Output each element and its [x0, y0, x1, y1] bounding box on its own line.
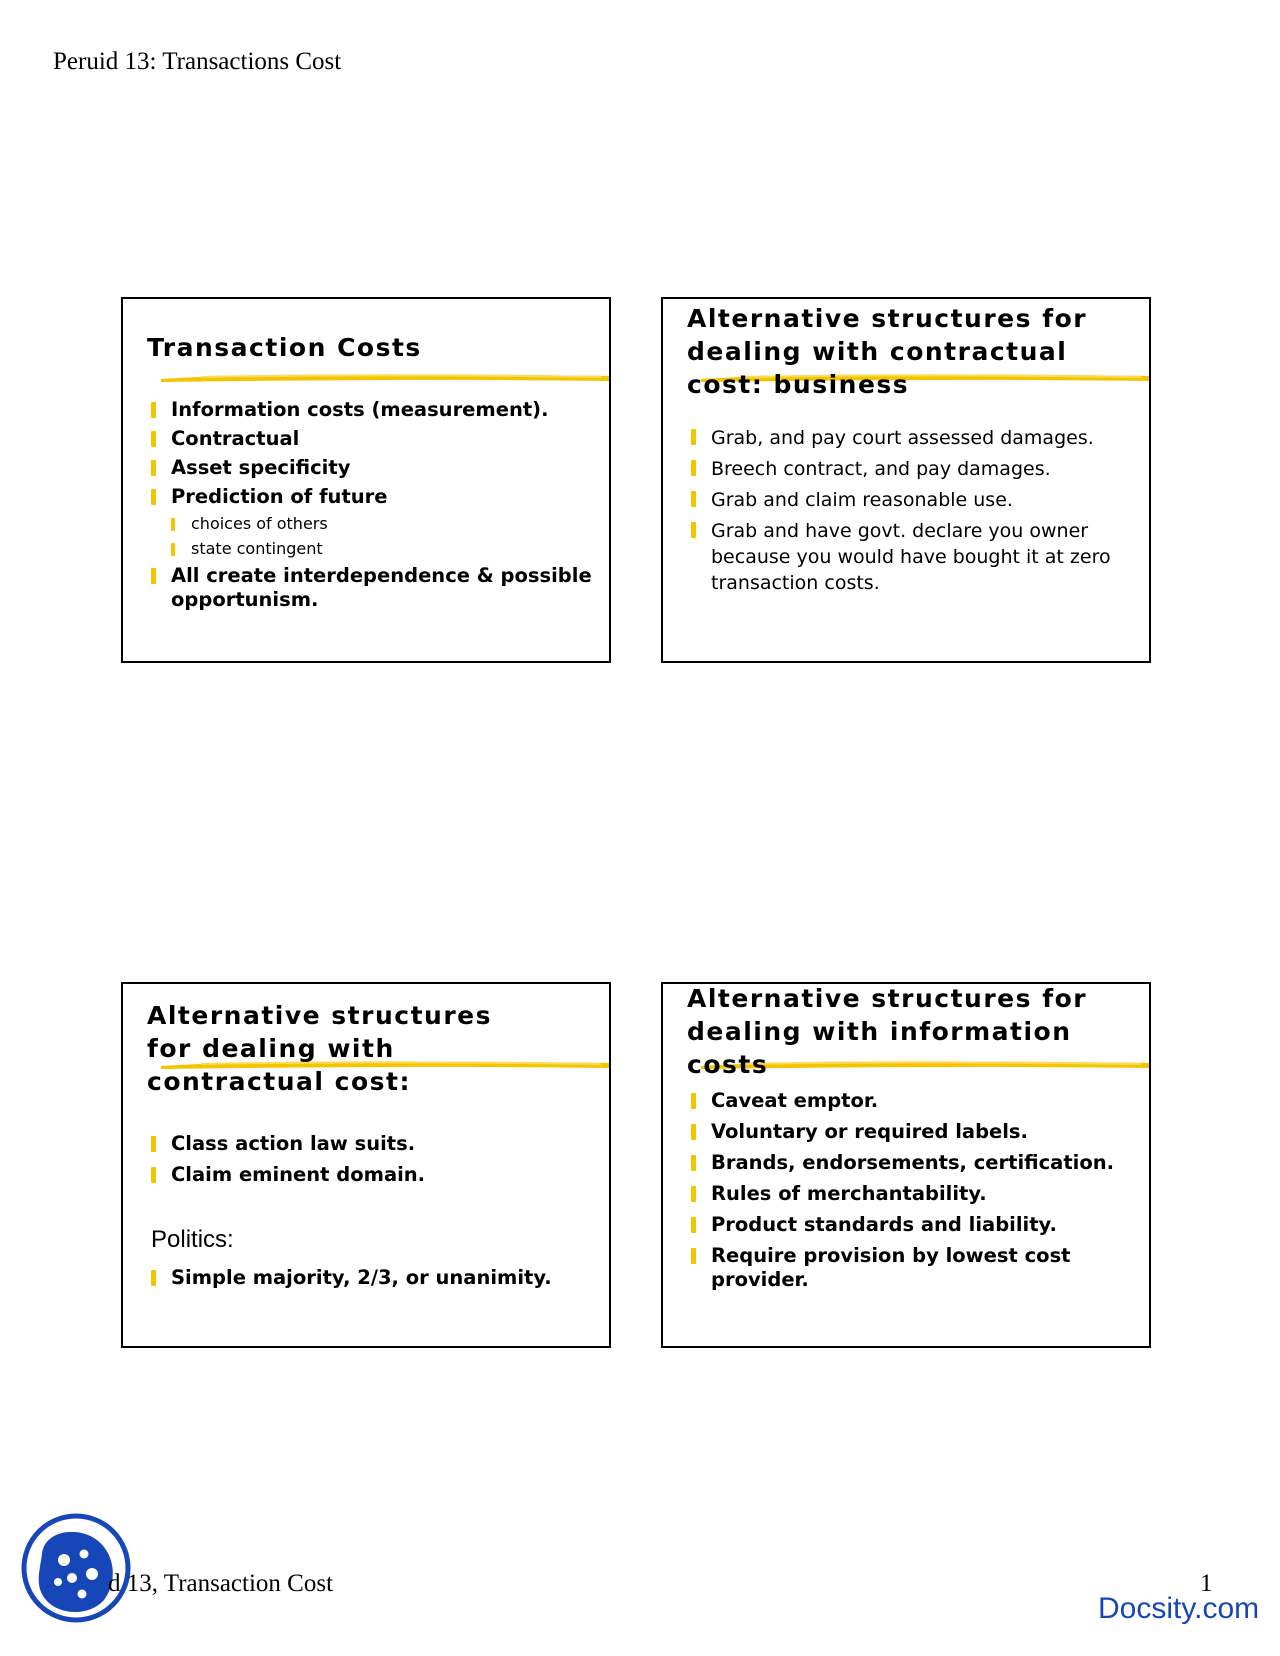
sub-list-item: state contingent	[171, 539, 599, 559]
bullet-marker	[691, 491, 696, 507]
bullet-marker	[151, 431, 156, 447]
bullet-marker	[171, 543, 175, 556]
page-header-title: Peruid 13: Transactions Cost	[53, 48, 342, 75]
bullet-marker	[691, 1155, 696, 1171]
list-item: Require provision by lowest cost provider.	[691, 1244, 1139, 1292]
bullet-marker	[691, 1217, 696, 1233]
list-item: Asset specificity	[151, 456, 599, 480]
bullet-list	[691, 425, 1139, 601]
bullet-marker	[151, 402, 156, 418]
bullet-marker	[151, 1270, 156, 1286]
list-item: Rules of merchantability.	[691, 1182, 1139, 1206]
footer-caption: d 13, Transaction Cost	[108, 1570, 334, 1597]
slide-4	[661, 982, 1151, 1348]
list-item: Voluntary or required labels.	[691, 1120, 1139, 1144]
list-item: Contractual	[151, 427, 599, 451]
list-item: Caveat emptor.	[691, 1089, 1139, 1113]
list-item: Information costs (measurement).	[151, 398, 599, 422]
bullet-list	[151, 1132, 599, 1192]
bullet-marker	[691, 1124, 696, 1140]
list-item: Breech contract, and pay damages.	[691, 456, 1139, 482]
slide-title: Transaction Costs	[147, 333, 422, 362]
bullet-marker	[691, 429, 696, 445]
list-item: Prediction of future	[151, 485, 599, 509]
bullet-marker	[691, 1093, 696, 1109]
slide-2	[661, 297, 1151, 663]
slide-1	[121, 297, 611, 663]
bullet-marker	[171, 518, 175, 531]
slide-title: Alternative structures for dealing with contractual cost: business	[687, 304, 1088, 399]
list-item: Class action law suits.	[151, 1132, 599, 1156]
bullet-marker	[691, 1186, 696, 1202]
highlight-stroke	[161, 370, 611, 384]
list-item: Brands, endorsements, certification.	[691, 1151, 1139, 1175]
slide-title: Alternative structures for dealing with information costs	[687, 984, 1088, 1079]
list-item: Grab and have govt. declare you owner because you would have bought it at zero transaction costs.	[691, 518, 1139, 596]
list-item: Claim eminent domain.	[151, 1163, 599, 1187]
list-item: Grab, and pay court assessed damages.	[691, 425, 1139, 451]
bullet-marker	[151, 1167, 156, 1183]
bullet-marker	[691, 522, 696, 538]
list-item: Product standards and liability.	[691, 1213, 1139, 1237]
brand-link[interactable]: Docsity.com	[1098, 1592, 1260, 1625]
bullet-marker	[691, 1248, 696, 1264]
sub-list-item: choices of others	[171, 514, 599, 534]
page-number: 1	[1200, 1570, 1213, 1597]
bullet-list-politics	[151, 1266, 599, 1295]
politics-label: Politics:	[151, 1226, 234, 1253]
bullet-list	[691, 1089, 1139, 1297]
bullet-marker	[151, 568, 156, 584]
docsity-logo-icon	[20, 1512, 132, 1624]
list-item: Simple majority, 2/3, or unanimity.	[151, 1266, 599, 1290]
list-item: All create interdependence & possible opportunism.	[151, 564, 599, 612]
bullet-marker	[151, 460, 156, 476]
list-item: Grab and claim reasonable use.	[691, 487, 1139, 513]
slide-3	[121, 982, 611, 1348]
slide-title: Alternative structures for dealing with contractual cost:	[147, 1001, 492, 1096]
bullet-list	[151, 398, 599, 617]
bullet-marker	[151, 1136, 156, 1152]
bullet-marker	[151, 489, 156, 505]
bullet-marker	[691, 460, 696, 476]
